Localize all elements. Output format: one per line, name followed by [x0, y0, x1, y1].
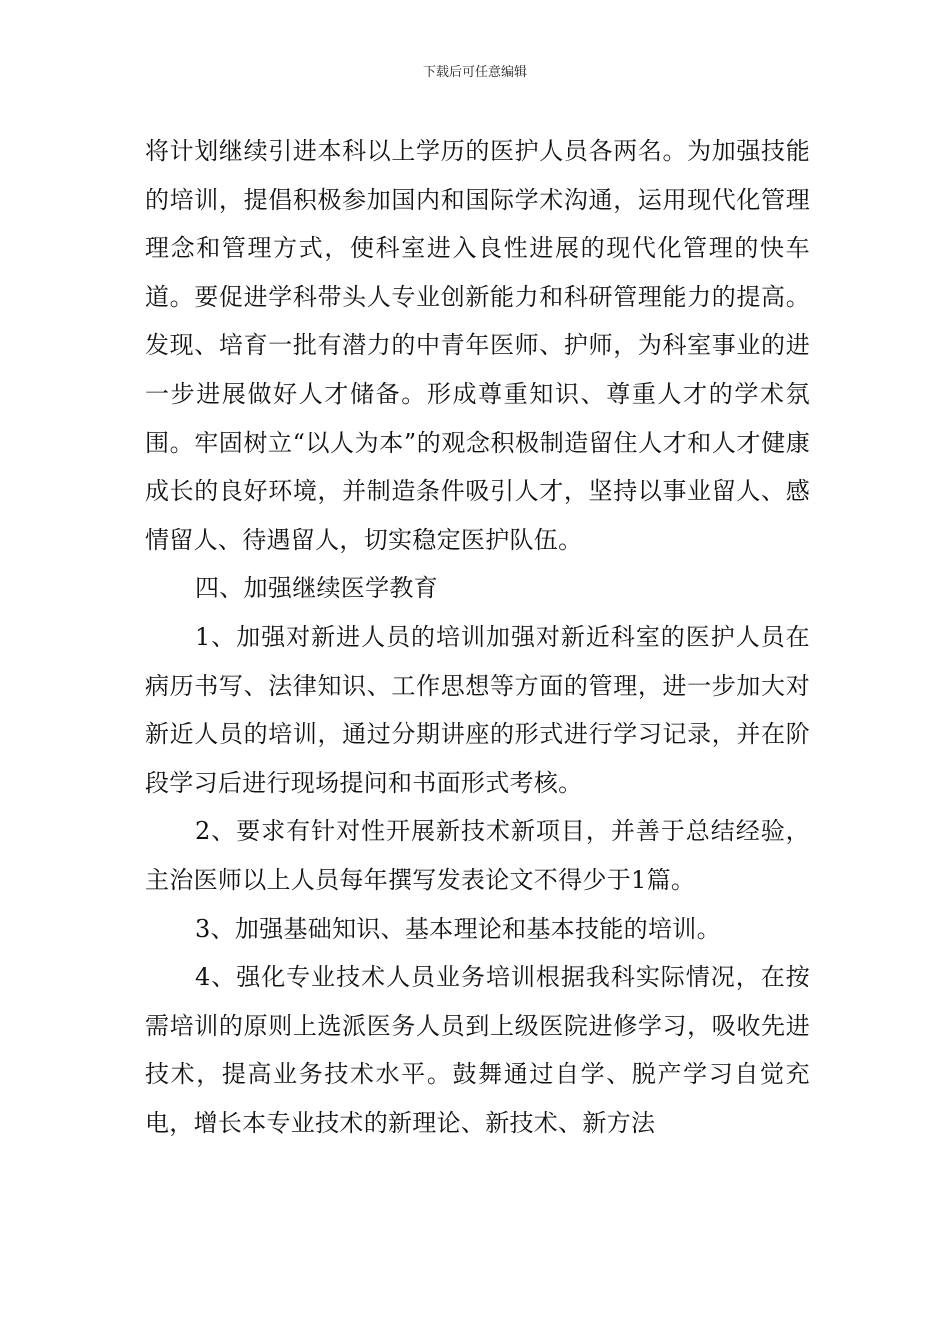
- paragraph-item-4: 4、强化专业技术人员业务培训根据我科实际情况，在按需培训的原则上选派医务人员到上级医院进修学习，吸收先进技术，提高业务技术水平。鼓舞通过自学、脱产学习自觉充电，增长本专业技术的新理论、新技术、新方法: [145, 963, 810, 1137]
- document-body: [145, 127, 810, 1147]
- paragraph-item-3: 3、加强基础知识、基本理论和基本技能的培训。: [195, 914, 721, 943]
- paragraph-item-1: 1、加强对新进人员的培训加强对新近科室的医护人员在病历书写、法律知识、工作思想等方面的管理，进一步加大对新近人员的培训，通过分期讲座的形式进行学习记录，并在阶段学习后进行现场提问和书面形式考核。: [145, 622, 810, 797]
- paragraph-talent-introduction: 将计划继续引进本科以上学历的医护人员各两名。为加强技能的培训，提倡积极参加国内和国际学术沟通，运用现代化管理理念和管理方式，使科室进入良性进展的现代化管理的快车道。要促进学科带头人专业创新能力和科研管理能力的提高。发现、培育一批有潜力的中青年医师、护师，为科室事业的进一步进展做好人才储备。形成尊重知识、尊重人才的学术氛围。牢固树立“以人为本”的观念积极制造留住人才和人才健康成长的良好环境，并制造条件吸引人才，坚持以事业留人、感情留人、待遇留人，切实稳定医护队伍。: [145, 137, 810, 554]
- section-heading-continuing-education: 四、加强继续医学教育: [195, 574, 438, 603]
- paragraph-item-2: 2、要求有针对性开展新技术新项目，并善于总结经验，主治医师以上人员每年撰写发表论文不得少于1篇。: [145, 817, 810, 894]
- page-header: 下载后可任意编辑: [422, 65, 527, 80]
